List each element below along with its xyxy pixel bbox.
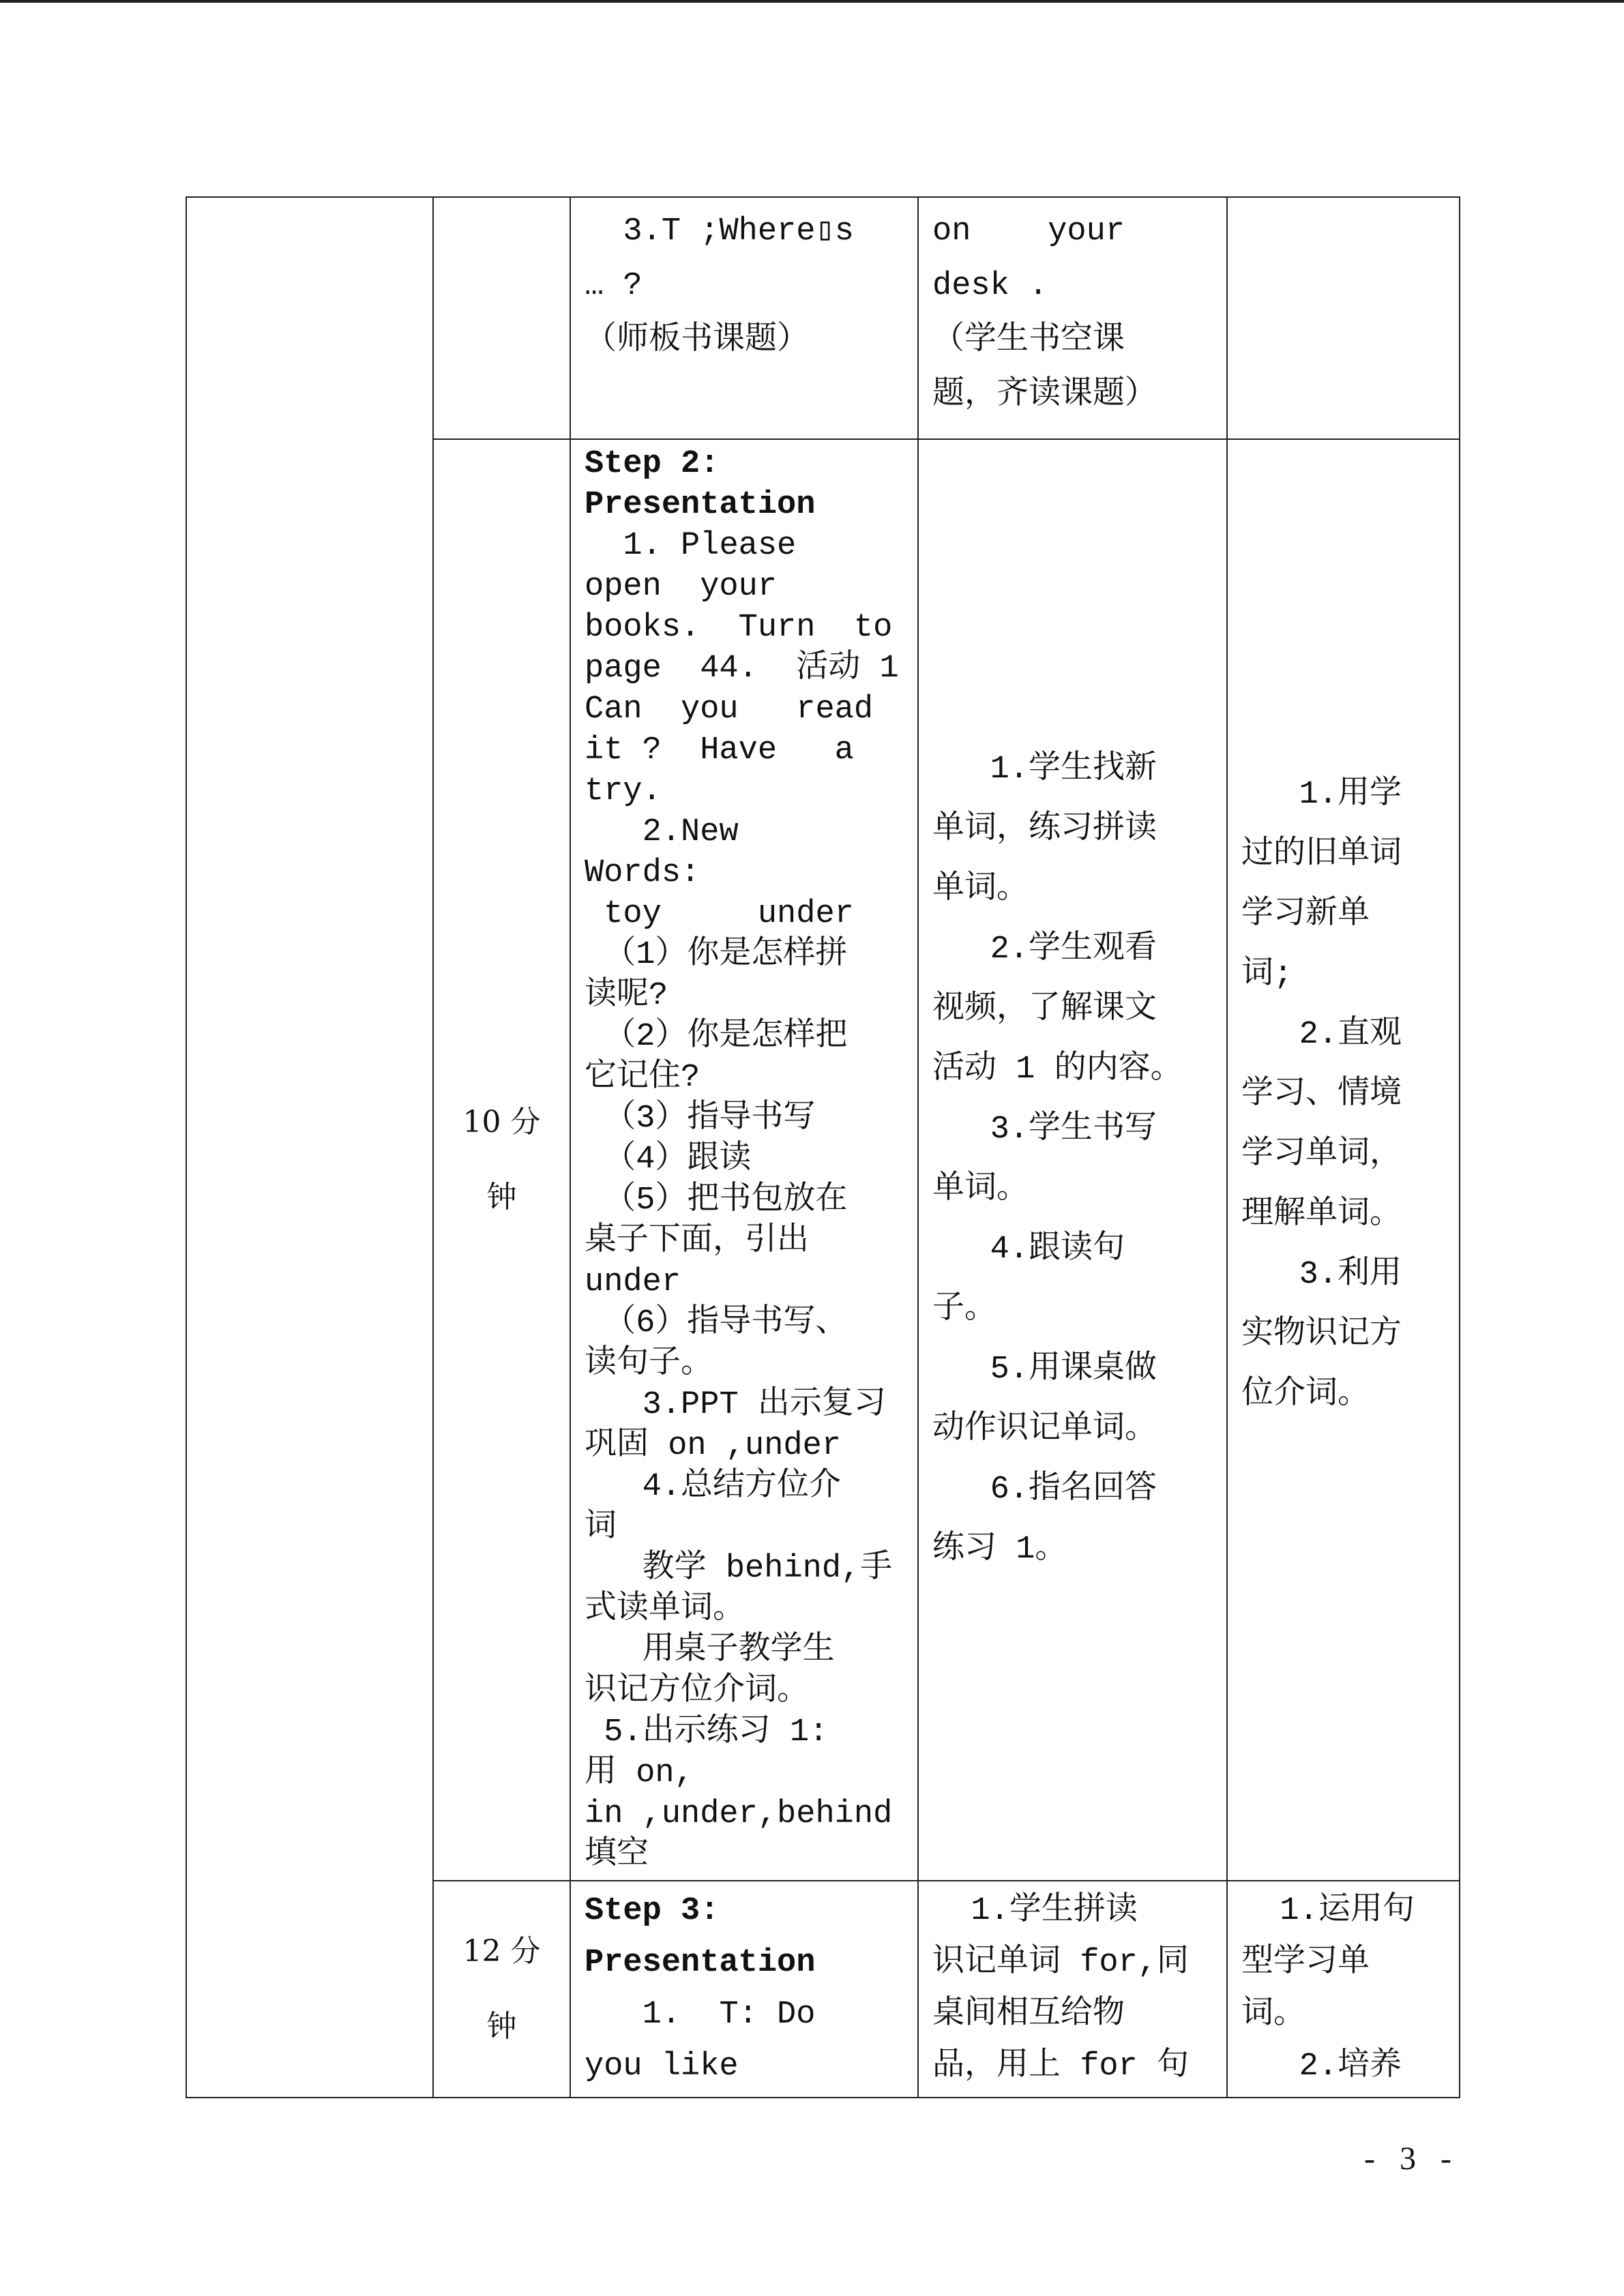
teacher-activity-cell-2: [570, 439, 918, 1881]
page-number: - 3 -: [1364, 2141, 1460, 2177]
teacher-activity-cell-1: [570, 197, 918, 439]
lesson-plan-table: [186, 196, 1460, 2098]
time-cell-1: [433, 197, 570, 439]
table-row-1: [186, 197, 1460, 439]
step-heading: Step 3:: [585, 1893, 720, 1929]
teacher-activity-cell-3: [570, 1881, 918, 2098]
student-activity-text: 1.学生找新 单词，练习拼读 单词。 2.学生观看 视频，了解课文 活动 1 的内容。 3.学生书写 单词。 4.跟读句 子。 5.用课桌做 动作识记单词。 6.指名回答 练习 1。: [932, 751, 1183, 1568]
stage-column-cell: [186, 197, 433, 2098]
purpose-text: 1.用学 过的旧单词 学习新单 词; 2.直观 学习、情境 学习单词， 理解单词。 3.利用 实物识记方 位介词。: [1241, 777, 1402, 1413]
purpose-cell-1: [1227, 197, 1460, 439]
time-cell-2: [433, 439, 570, 1881]
time-text: 12 分 钟: [462, 1934, 541, 2044]
teacher-activity-text: 3.T ;Where▯s … ? （师板书课题）: [585, 213, 854, 359]
teacher-activity-text: Step 2: Presentation 1. Please open your books. Turn to page 44. 活动 1 Can you read it ? Have a try. 2.New Words: toy under （1）你是怎样拼 读呢? （2）你是怎样把 它记住? （3）指导书写 （4）跟读 （5）把书包放在 桌子下面，引出 under （6）指导书写、 读句子。 3.PPT 出示复习 巩固 on ,under 4.总结方位介 词 教学 behind,手 式读单词。 用桌子教学生 识记方位介词。 5.出示练习 1: 用 on, in ,under,behind 填空: [585, 446, 899, 1873]
student-activity-cell-3: [918, 1881, 1227, 2098]
time-cell-3: [433, 1881, 570, 2098]
step-heading: Step 2:: [585, 446, 720, 482]
step-heading-sub: Presentation: [585, 487, 816, 523]
student-activity-text: on your desk . （学生书空课 题，齐读课题）: [932, 213, 1157, 413]
student-activity-text: 1.学生拼读 识记单词 for,同 桌间相互给物 品，用上 for 句: [932, 1893, 1190, 2085]
student-activity-cell-2: [918, 439, 1227, 1881]
student-activity-cell-1: [918, 197, 1227, 439]
purpose-cell-2: [1227, 439, 1460, 1881]
purpose-cell-3: [1227, 1881, 1460, 2098]
time-text: 10 分 钟: [462, 1105, 541, 1214]
step-heading-sub: Presentation: [585, 1945, 816, 1981]
purpose-text: 1.运用句 型学习单 词。 2.培养: [1241, 1893, 1415, 2085]
top-rule: [0, 0, 1624, 3]
teacher-activity-text: Step 3: Presentation 1. T: Do you like: [585, 1893, 816, 2085]
